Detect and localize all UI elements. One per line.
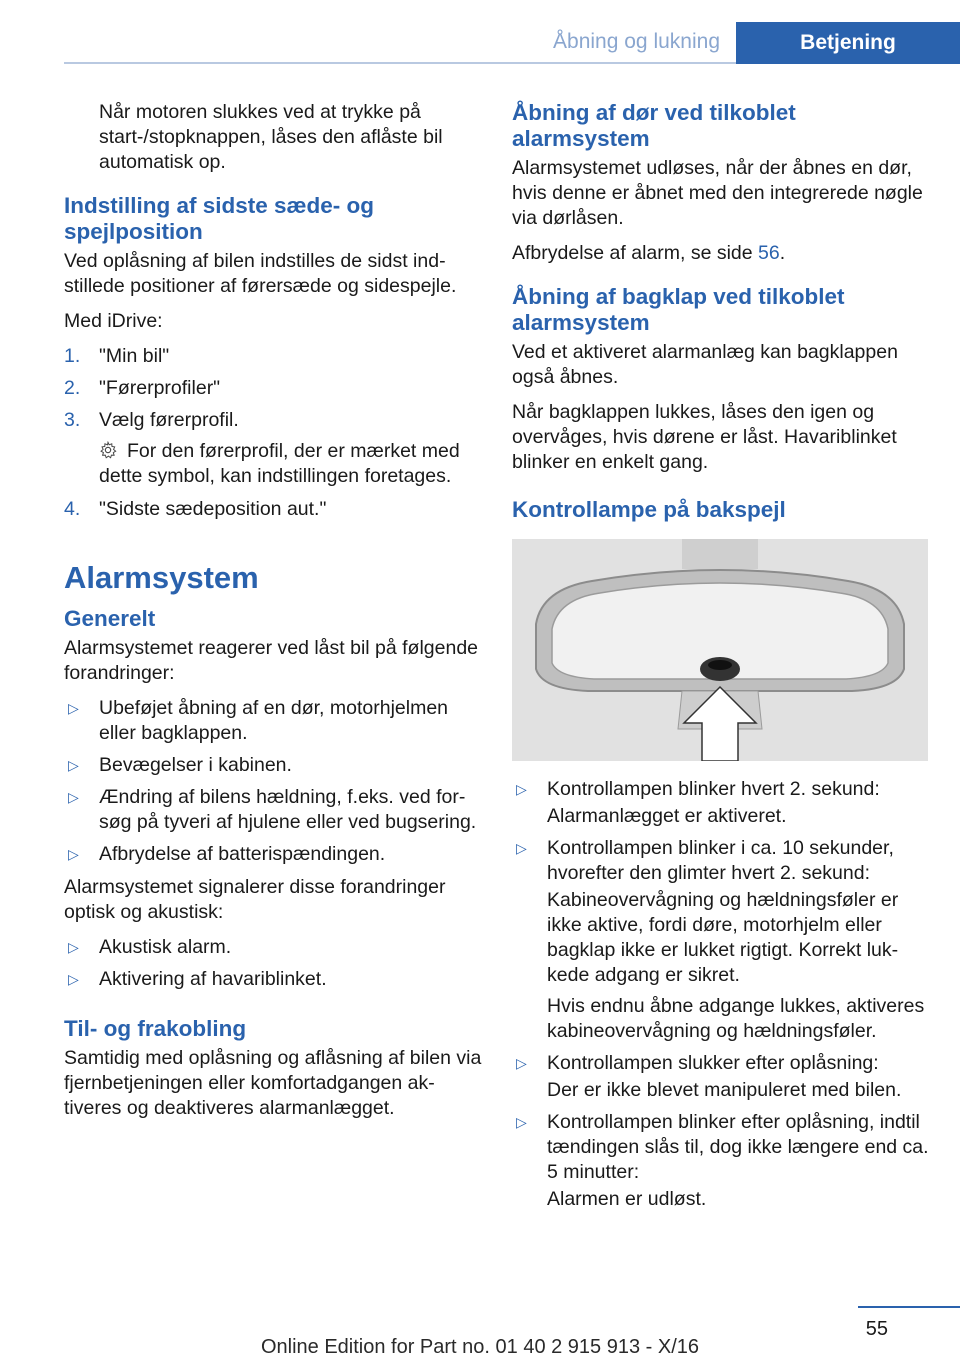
- abort-paragraph: [512, 241, 930, 266]
- list-item-text: Bevægelser i kabinen.: [99, 754, 292, 776]
- step-text: "Sidste sædeposition aut.": [99, 498, 327, 520]
- list-item-text: Afbrydelse af batterispændingen.: [99, 843, 386, 865]
- footer-edition: Online Edition for Part no. 01 40 2 915 913 - X/16: [260, 1336, 700, 1358]
- list-item-text: Ubeføjet åbning af en dør, motorhjelmen eller bagklappen.: [99, 697, 449, 744]
- bullet-triangle-icon: ▷: [68, 789, 79, 805]
- list-item: [64, 842, 484, 867]
- door-heading: Åbning af dør ved tilkoblet alarmsystem: [512, 100, 796, 151]
- idrive-steps: [64, 344, 484, 433]
- bullet-triangle-icon: ▷: [68, 757, 79, 773]
- step-item: [64, 408, 484, 433]
- list-item-text: Aktivering af havariblinket.: [99, 968, 327, 990]
- list-item: [64, 696, 484, 746]
- lamp-states-list: [512, 777, 930, 1212]
- step-number: 2.: [64, 377, 81, 399]
- list-item-text: Kontrollampen blinker hvert 2. sekund:: [547, 778, 880, 800]
- step-text: "Min bil": [99, 345, 170, 367]
- bullet-triangle-icon: ▷: [516, 1055, 527, 1071]
- list-item-detail: Kabineovervågning og hældningsføler er ikke aktive, fordi døre, motorhjelm eller bagklap ikke er lukket rigtigt. Korrekt lukkede adgang er sikret.: [547, 889, 899, 986]
- abort-text: Afbrydelse af alarm, se side: [512, 242, 759, 264]
- tailgate-heading: Åbning af bagklap ved tilkoblet alarmsystem: [512, 284, 845, 335]
- list-item-detail: Alarmanlægget er aktiveret.: [547, 805, 787, 827]
- step-text: Vælg førerprofil.: [99, 409, 239, 431]
- step-text: "Førerprofiler": [99, 377, 221, 399]
- toggle-paragraph: Samtidig med oplåsning og aflåsning af bilen via fjernbetjeningen eller komfortadgangen aktiveres og deaktiveres alarmanlægget.: [64, 1047, 482, 1119]
- bullet-triangle-icon: ▷: [516, 840, 527, 856]
- general-paragraph: Alarmsystemet reagerer ved låst bil på følgende forandringer:: [64, 637, 479, 684]
- list-item: [512, 1051, 930, 1103]
- list-item: [512, 777, 930, 829]
- list-item: [64, 967, 484, 992]
- list-item-text: Akustisk alarm.: [99, 936, 232, 958]
- list-item-detail: Der er ikke blevet manipuleret med bilen.: [547, 1079, 902, 1101]
- list-item: [64, 785, 484, 835]
- step-item: [64, 376, 484, 401]
- right-column: [512, 100, 930, 1220]
- gear-note: [64, 439, 484, 489]
- idrive-steps-cont: [64, 497, 484, 522]
- bullet-triangle-icon: ▷: [516, 1114, 527, 1130]
- step-item: [64, 344, 484, 369]
- list-item-text: Kontrollampen blinker efter oplåsning, indtil tændingen slås til, dog ikke længere end ca. 5 minutter:: [547, 1111, 929, 1183]
- gear-note-text: For den førerprofil, der er mærket med dette symbol, kan indstillingen foretages.: [99, 440, 460, 487]
- gear-icon: [99, 441, 117, 459]
- tailgate-paragraph-1: Ved et aktiveret alarmanlæg kan bagklappen også åbnes.: [512, 341, 898, 388]
- changes-list: [64, 696, 484, 867]
- bullet-triangle-icon: ▷: [68, 846, 79, 862]
- seat-paragraph: Ved oplåsning af bilen indstilles de sidst indstillede positioner af førersæde og sidespejle.: [64, 250, 457, 297]
- bullet-triangle-icon: ▷: [68, 700, 79, 716]
- list-item-detail: Hvis endnu åbne adgange lukkes, aktiveres kabineovervågning og hældningsføler.: [547, 995, 925, 1042]
- list-item: [64, 935, 484, 960]
- header-section-title: Åbning og lukning: [553, 30, 720, 53]
- toggle-heading: Til- og frakobling: [64, 1016, 247, 1041]
- lamp-heading: Kontrollampe på bakspejl: [512, 497, 786, 522]
- list-item-text: Kontrollampen slukker efter oplåsning:: [547, 1052, 879, 1074]
- rearview-mirror-illustration: [512, 539, 928, 761]
- list-item-text: Kontrollampen blinker i ca. 10 sekunder, hvorefter den glimter hvert 2. sekund:: [547, 837, 894, 884]
- left-column: [64, 100, 484, 1131]
- abort-period: .: [779, 242, 786, 264]
- list-item-detail: Alarmen er udløst.: [547, 1188, 707, 1210]
- door-paragraph: Alarmsystemet udløses, når der åbnes en dør, hvis denne er åbnet med den integrerede nøgle via dørlåsen.: [512, 157, 923, 229]
- step-number: 4.: [64, 498, 81, 520]
- idrive-paragraph: Med iDrive:: [64, 310, 163, 332]
- bullet-triangle-icon: ▷: [68, 971, 79, 987]
- general-heading: Generelt: [64, 606, 156, 631]
- signals-paragraph: Alarmsystemet signalerer disse forandringer optisk og akustisk:: [64, 876, 446, 923]
- footer-rule: [858, 1306, 960, 1308]
- tailgate-paragraph-2: Når bagklappen lukkes, låses den igen og overvåges, hvis dørene er låst. Havariblinket blinker en enkelt gang.: [512, 401, 897, 473]
- list-item: [64, 753, 484, 778]
- page-number: 55: [865, 1318, 888, 1340]
- seat-heading: Indstilling af sidste sæde- og spejlposition: [64, 193, 375, 244]
- intro-paragraph: Når motoren slukkes ved at trykke på start-/stopknappen, låses den aflåste bil automatisk op.: [99, 101, 443, 173]
- list-item-text: Ændring af bilens hældning, f.eks. ved forsøg på tyveri af hjulene eller ved bugsering.: [99, 786, 477, 833]
- step-item: [64, 497, 484, 522]
- page-link[interactable]: 56: [758, 242, 780, 264]
- alarm-heading: Alarmsystem: [64, 560, 259, 595]
- bullet-triangle-icon: ▷: [68, 939, 79, 955]
- step-number: 1.: [64, 345, 81, 367]
- bullet-triangle-icon: ▷: [516, 781, 527, 797]
- header-chapter-tab: Betjening: [736, 22, 960, 64]
- signals-list: [64, 935, 484, 992]
- list-item: [512, 836, 930, 1044]
- step-number: 3.: [64, 409, 81, 431]
- list-item: [512, 1110, 930, 1212]
